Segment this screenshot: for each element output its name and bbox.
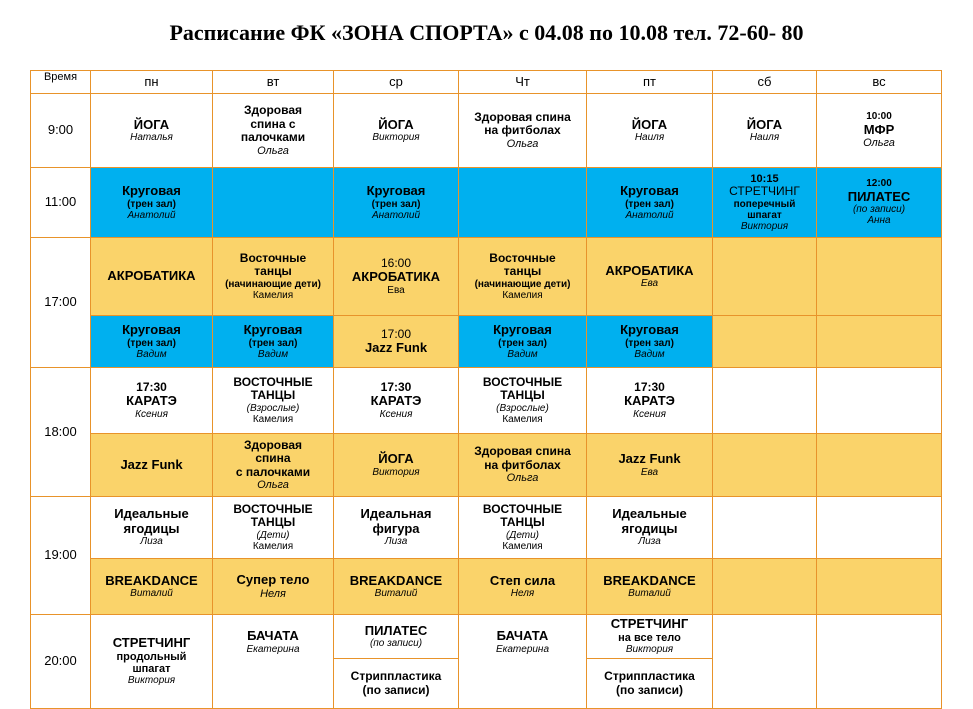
class-cell — [334, 659, 459, 709]
class-name: Супер тело — [236, 572, 310, 588]
class-name: ягодицы — [123, 520, 180, 536]
class-name: Круговая — [243, 322, 303, 338]
class-time: 17:30 — [634, 379, 665, 394]
row-1100 — [31, 168, 942, 238]
class-cell — [334, 94, 459, 168]
class-note: (Дети) — [256, 529, 290, 541]
class-name: Круговая — [366, 183, 426, 199]
trainer-name: Анатолий — [625, 209, 674, 221]
class-name: Круговая — [122, 322, 181, 338]
class-name: Круговая — [620, 322, 679, 338]
class-name: ЙОГА — [631, 116, 668, 132]
class-name: КАРАТЭ — [126, 393, 177, 409]
trainer-name: Камелия — [252, 540, 294, 552]
time-cell: 11:00 — [31, 168, 91, 238]
class-note: (начинающие дети) — [474, 278, 571, 290]
empty-cell — [459, 168, 587, 238]
class-time: 17:30 — [136, 379, 167, 394]
class-time: 10:15 — [750, 172, 779, 185]
class-name: Здоровая — [243, 437, 303, 452]
empty-cell — [817, 368, 942, 434]
trainer-name: Виталий — [628, 588, 671, 600]
class-cell — [587, 559, 713, 615]
class-name: СТРЕТЧИНГ — [112, 635, 191, 651]
class-cell — [587, 615, 713, 659]
class-name: КАРАТЭ — [370, 393, 422, 409]
class-name: СТРЕТЧИНГ — [610, 616, 689, 632]
class-cell — [459, 94, 587, 168]
class-name: Восточные — [489, 250, 556, 265]
class-cell — [213, 94, 334, 168]
class-name: ЙОГА — [378, 116, 414, 132]
time-cell: 9:00 — [31, 94, 91, 168]
class-name: ВОСТОЧНЫЕ — [482, 501, 563, 516]
class-name: спина с — [250, 116, 296, 131]
row-1700a — [31, 238, 942, 316]
class-note: (трен зал) — [127, 198, 176, 210]
class-note: (трен зал) — [248, 337, 298, 349]
class-cell — [459, 316, 587, 368]
class-cell — [213, 368, 334, 434]
class-cell — [459, 434, 587, 497]
class-note: (по записи) — [615, 682, 684, 697]
class-name: Здоровая спина — [474, 444, 571, 459]
empty-cell — [713, 434, 817, 497]
header-day-thu: Чт — [459, 71, 587, 94]
class-cell — [334, 238, 459, 316]
trainer-name: Ольга — [863, 137, 895, 150]
trainer-name: Неля — [510, 588, 535, 600]
class-name: палочками — [240, 130, 306, 145]
class-name: ПИЛАТЕС — [847, 188, 911, 204]
time-cell: 17:00 — [31, 238, 91, 368]
schedule-table — [30, 70, 942, 709]
class-cell — [91, 615, 213, 709]
class-cell — [587, 497, 713, 559]
time-cell: 18:00 — [31, 368, 91, 497]
class-cell — [587, 434, 713, 497]
class-note: (Взрослые) — [246, 402, 300, 414]
class-name: BREAKDANCE — [603, 572, 696, 588]
class-detail: шпагат — [132, 663, 171, 676]
header-day-wed: ср — [334, 71, 459, 94]
time-cell: 20:00 — [31, 615, 91, 709]
class-cell — [91, 238, 213, 316]
trainer-name: Вадим — [507, 348, 538, 360]
trainer-name: Лиза — [638, 536, 661, 548]
empty-cell — [817, 615, 942, 709]
empty-cell — [713, 368, 817, 434]
trainer-name: Виктория — [372, 132, 420, 144]
class-cell — [213, 434, 334, 497]
trainer-name: Вадим — [257, 348, 289, 360]
class-cell — [334, 615, 459, 659]
class-name: ВОСТОЧНЫЕ — [482, 374, 563, 389]
class-cell — [334, 368, 459, 434]
trainer-name: Ольга — [506, 137, 539, 150]
class-cell — [334, 316, 459, 368]
class-time: 16:00 — [380, 255, 412, 270]
empty-cell — [713, 615, 817, 709]
row-1700b — [31, 316, 942, 368]
class-detail: шпагат — [747, 209, 782, 221]
trainer-name: Анатолий — [127, 209, 176, 221]
class-name: ягодицы — [621, 520, 678, 536]
class-note: (трен зал) — [625, 198, 674, 210]
header-day-fri: пт — [587, 71, 713, 94]
class-cell — [587, 94, 713, 168]
class-name: Круговая — [122, 183, 181, 199]
header-time: Время — [31, 71, 91, 94]
class-name: ЙОГА — [378, 451, 414, 467]
empty-cell — [713, 497, 817, 559]
class-cell — [91, 316, 213, 368]
empty-cell — [213, 168, 334, 238]
class-detail: на все тело — [618, 632, 681, 645]
class-time: 12:00 — [866, 178, 892, 190]
class-cell — [587, 316, 713, 368]
class-name: Идеальная — [360, 506, 432, 522]
class-cell — [713, 94, 817, 168]
class-name: ВОСТОЧНЫЕ — [233, 374, 313, 389]
class-detail: продольный — [116, 650, 187, 663]
trainer-name: Ева — [640, 278, 659, 290]
class-name: АКРОБАТИКА — [351, 269, 441, 285]
empty-cell — [817, 497, 942, 559]
empty-cell — [817, 434, 942, 497]
class-name: Круговая — [493, 322, 552, 338]
trainer-name: Вадим — [634, 348, 665, 360]
class-cell — [91, 497, 213, 559]
trainer-name: Екатерина — [246, 643, 300, 655]
class-time: 17:00 — [380, 326, 412, 341]
class-name: Идеальные — [612, 506, 687, 522]
class-name: АКРОБАТИКА — [107, 268, 196, 284]
empty-cell — [713, 238, 817, 316]
trainer-name: Камелия — [252, 413, 294, 425]
class-cell — [213, 497, 334, 559]
trainer-name: Анна — [867, 215, 891, 227]
class-note: (по записи) — [369, 638, 423, 650]
row-2000a — [31, 615, 942, 659]
header-row — [31, 71, 942, 94]
row-1800a — [31, 368, 942, 434]
class-cell — [213, 559, 334, 615]
class-name: ПИЛАТЕС — [364, 622, 428, 638]
class-name: ВОСТОЧНЫЕ — [233, 501, 313, 516]
class-name: Идеальные — [114, 506, 189, 522]
class-cell — [459, 238, 587, 316]
class-detail: поперечный — [733, 198, 796, 210]
class-cell — [587, 659, 713, 709]
class-cell — [587, 238, 713, 316]
class-cell — [334, 559, 459, 615]
trainer-name: Екатерина — [495, 643, 550, 655]
class-note: (трен зал) — [371, 198, 421, 210]
class-name: танцы — [254, 264, 292, 279]
class-cell — [817, 168, 942, 238]
class-cell — [213, 238, 334, 316]
class-note: (Дети) — [505, 529, 540, 541]
class-name: Стриппластика — [604, 669, 695, 684]
trainer-name: Лиза — [384, 536, 408, 548]
class-cell — [334, 168, 459, 238]
trainer-name: Камелия — [252, 289, 294, 301]
class-name: ТАНЦЫ — [250, 388, 296, 403]
class-name: на фитболах — [484, 123, 561, 138]
class-name: ТАНЦЫ — [500, 388, 545, 403]
header-day-tue: вт — [213, 71, 334, 94]
trainer-name: Камелия — [502, 289, 543, 301]
empty-cell — [713, 316, 817, 368]
row-1800b — [31, 434, 942, 497]
class-cell — [213, 316, 334, 368]
class-name: танцы — [503, 264, 542, 279]
class-cell — [587, 368, 713, 434]
class-name: Восточные — [239, 250, 307, 265]
class-name: на фитболах — [484, 457, 561, 472]
class-name: Стриппластика — [350, 669, 442, 684]
class-cell — [459, 559, 587, 615]
row-0900 — [31, 94, 942, 168]
class-name: с палочками — [235, 464, 311, 479]
class-cell — [213, 615, 334, 709]
class-note: (трен зал) — [625, 337, 674, 349]
schedule-title: Расписание ФК «ЗОНА СПОРТА» с 04.08 по 10.08 тел. 72-60- 80 — [169, 20, 804, 45]
class-name: БАЧАТА — [496, 628, 549, 643]
class-name: БАЧАТА — [247, 628, 299, 643]
class-note: (трен зал) — [127, 337, 176, 349]
class-name: BREAKDANCE — [349, 572, 443, 588]
class-note: (Взрослые) — [496, 402, 549, 414]
trainer-name: Ксения — [633, 408, 666, 420]
row-1900a — [31, 497, 942, 559]
class-cell — [459, 368, 587, 434]
class-cell — [91, 94, 213, 168]
class-name: МФР — [863, 121, 895, 137]
class-name: Jazz Funk — [364, 339, 428, 355]
class-cell — [459, 615, 587, 709]
class-name: Здоровая — [243, 103, 303, 118]
trainer-name: Ольга — [257, 144, 289, 157]
class-cell — [334, 434, 459, 497]
trainer-name: Наталья — [130, 132, 173, 144]
class-name: КАРАТЭ — [624, 393, 675, 409]
class-cell — [459, 497, 587, 559]
header-day-sun: вс — [817, 71, 942, 94]
class-name: ЙОГА — [133, 116, 170, 132]
trainer-name: Виктория — [625, 644, 674, 656]
trainer-name: Ольга — [257, 479, 289, 491]
class-note: (начинающие дети) — [225, 278, 321, 290]
trainer-name: Камелия — [502, 540, 543, 552]
trainer-name: Камелия — [502, 413, 543, 425]
trainer-name: Неля — [260, 587, 286, 600]
class-cell — [91, 368, 213, 434]
trainer-name: Лиза — [140, 536, 163, 548]
class-name: Круговая — [620, 183, 679, 199]
class-note: (по записи) — [362, 682, 430, 697]
trainer-name: Виктория — [372, 466, 420, 478]
class-cell — [817, 94, 942, 168]
class-cell — [91, 559, 213, 615]
class-cell — [713, 168, 817, 238]
class-name: фигура — [372, 520, 420, 536]
trainer-name: Ева — [387, 284, 405, 296]
trainer-name: Наиля — [634, 132, 665, 144]
row-1900b — [31, 559, 942, 615]
time-cell: 19:00 — [31, 497, 91, 615]
class-cell — [587, 168, 713, 238]
empty-cell — [817, 559, 942, 615]
class-name: Jazz Funk — [618, 451, 681, 467]
trainer-name: Виктория — [127, 675, 176, 687]
class-name: ЙОГА — [746, 116, 783, 132]
trainer-name: Наиля — [749, 132, 780, 144]
header-day-mon: пн — [91, 71, 213, 94]
class-name: АКРОБАТИКА — [605, 262, 694, 278]
empty-cell — [817, 238, 942, 316]
trainer-name: Вадим — [136, 348, 167, 360]
class-name: ТАНЦЫ — [500, 515, 545, 530]
trainer-name: Ксения — [379, 408, 413, 420]
class-name: Степ сила — [489, 572, 556, 588]
trainer-name: Ксения — [135, 408, 168, 420]
class-cell — [91, 434, 213, 497]
class-name: спина — [255, 451, 291, 466]
trainer-name: Ольга — [506, 472, 539, 485]
class-name: Здоровая спина — [474, 109, 571, 124]
class-time: 10:00 — [866, 111, 892, 123]
class-name: ТАНЦЫ — [250, 515, 296, 530]
empty-cell — [817, 316, 942, 368]
trainer-name: Анатолий — [371, 209, 421, 221]
class-time: 17:30 — [380, 379, 412, 394]
trainer-name: Ева — [640, 466, 659, 478]
class-cell — [91, 168, 213, 238]
empty-cell — [713, 559, 817, 615]
class-name: BREAKDANCE — [105, 572, 198, 588]
trainer-name: Виталий — [130, 588, 173, 600]
header-day-sat: сб — [713, 71, 817, 94]
class-cell — [334, 497, 459, 559]
class-note: (трен зал) — [498, 337, 547, 349]
class-name: СТРЕТЧИНГ — [729, 184, 800, 199]
trainer-name: Виктория — [740, 220, 789, 232]
class-note: (по записи) — [852, 204, 906, 216]
trainer-name: Виталий — [374, 588, 418, 600]
class-name: Jazz Funk — [120, 456, 183, 472]
